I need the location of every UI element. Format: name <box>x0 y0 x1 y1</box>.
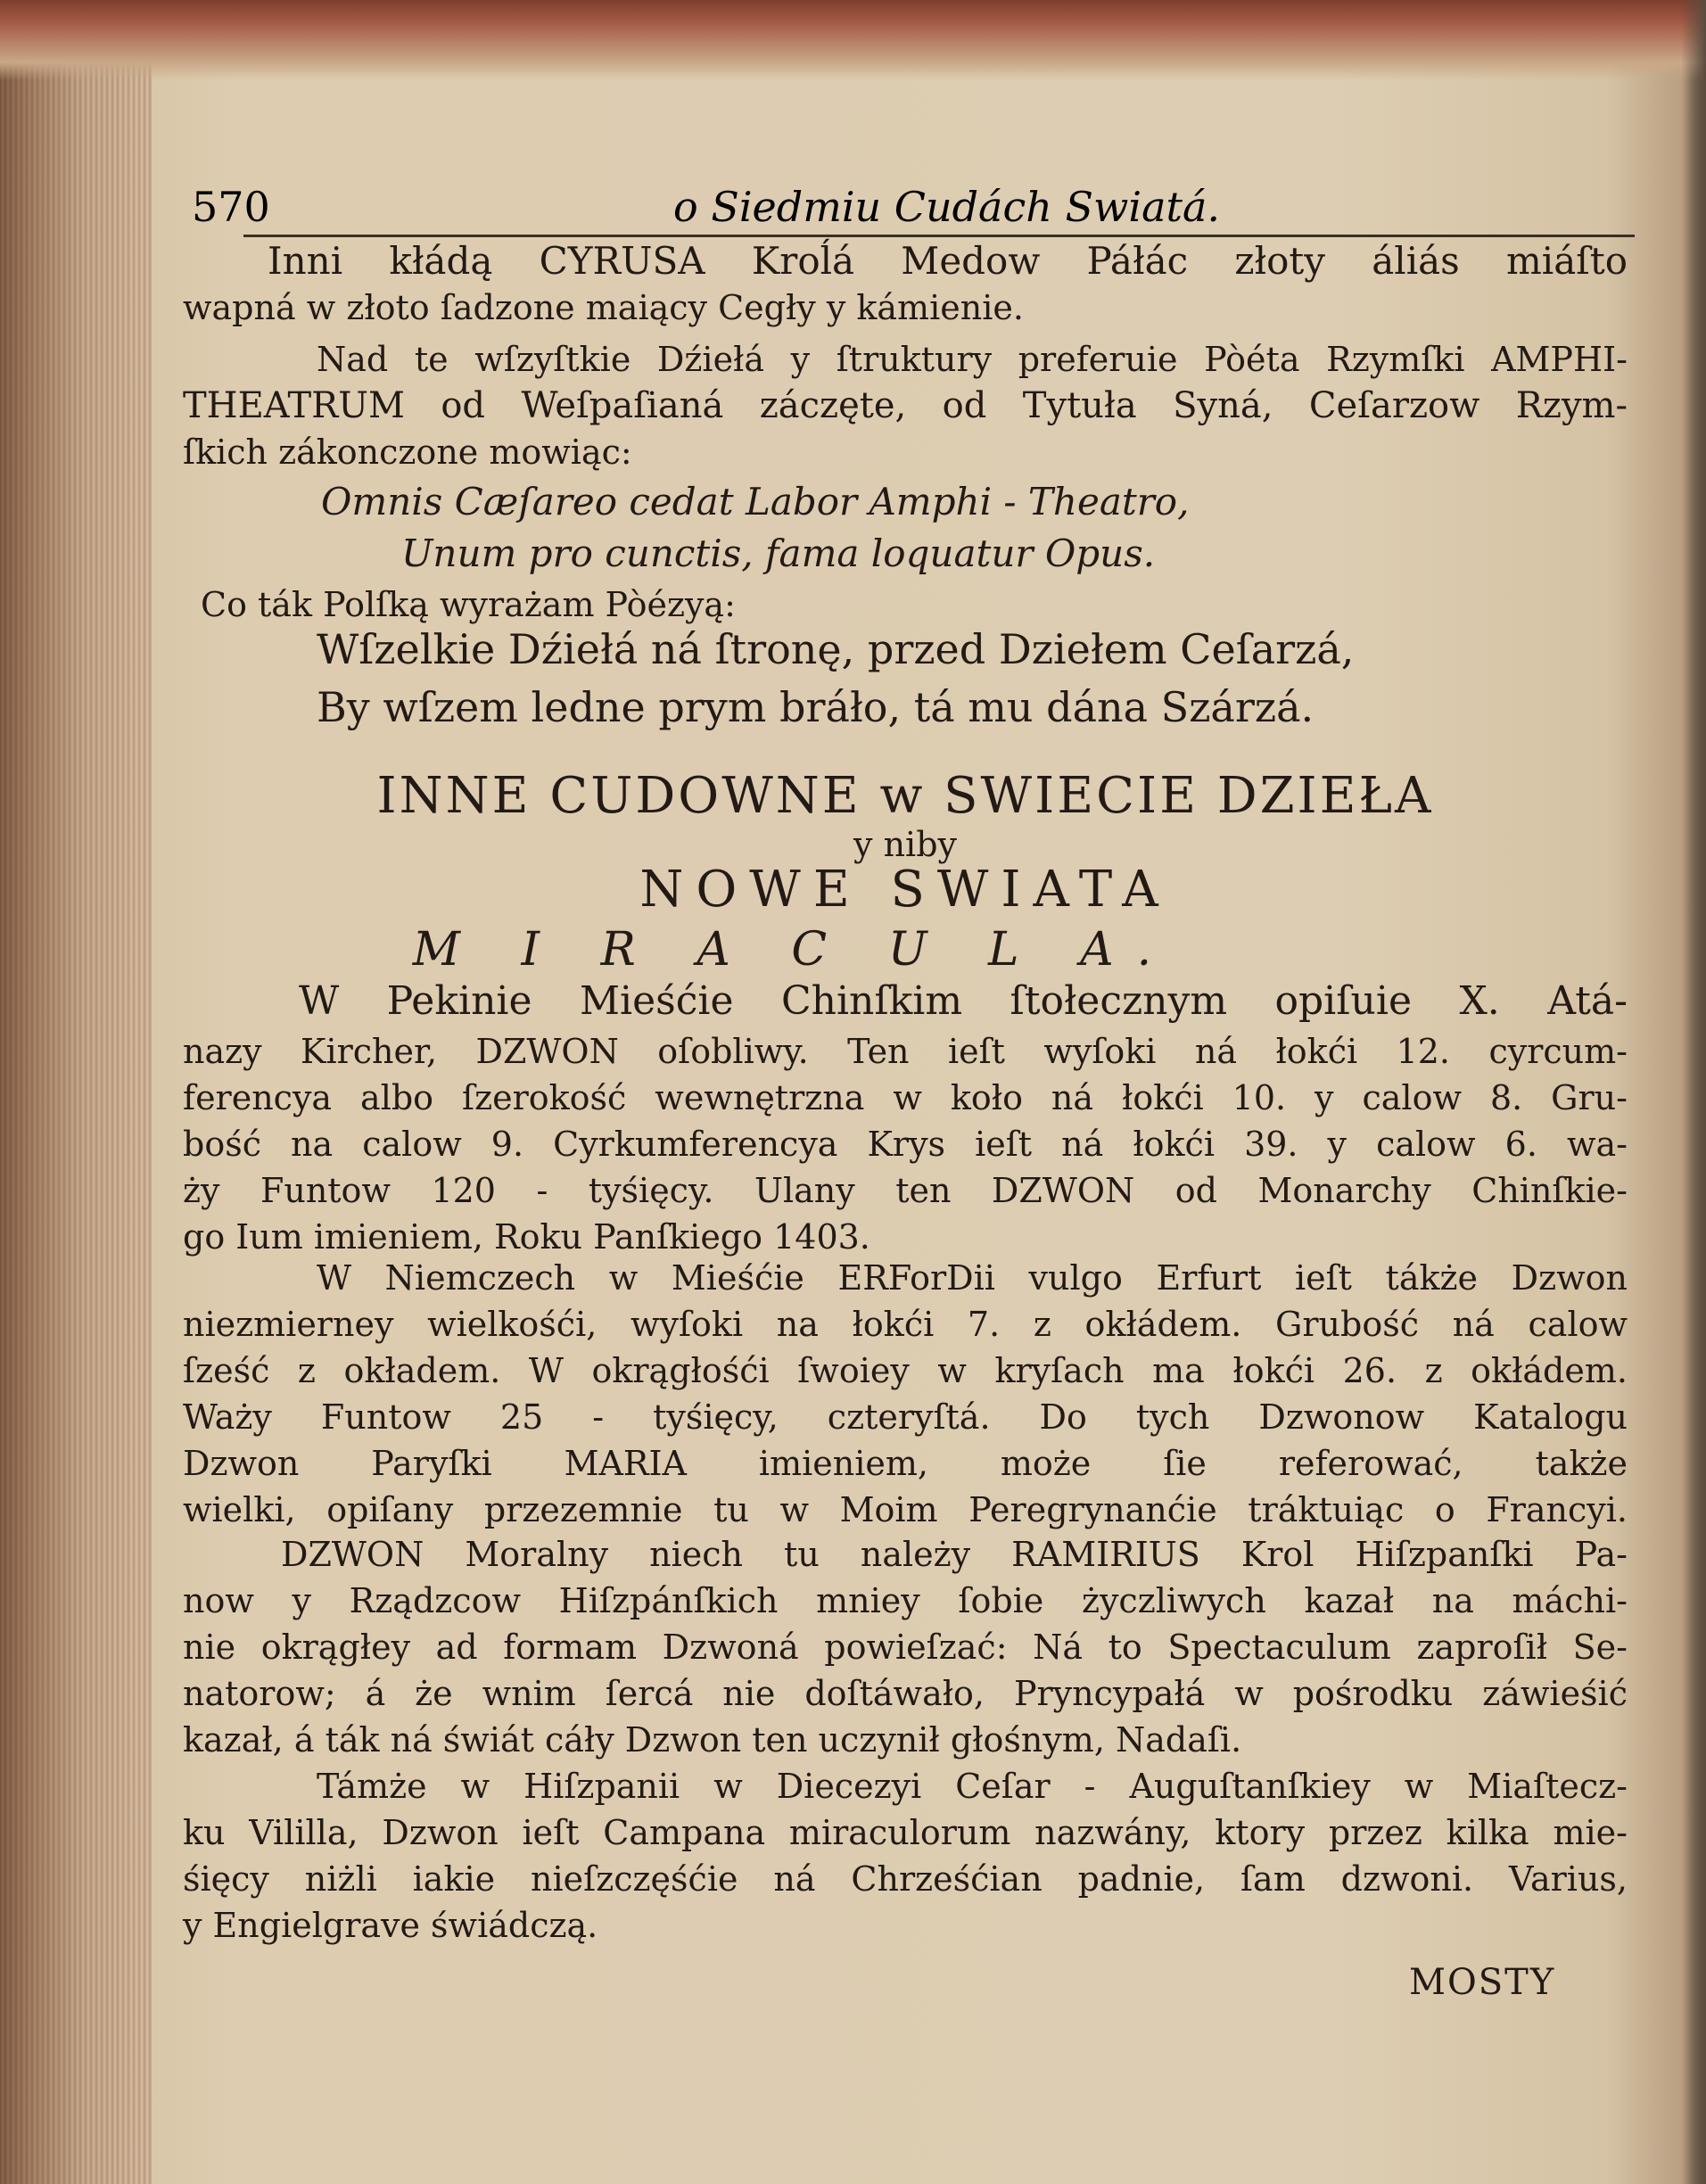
header-rule <box>243 235 1635 237</box>
text-line: ku Vililla, Dzwon ieſt Campana miraculorum nazwány, ktory przez kilka mie- <box>183 1813 1628 1852</box>
text-line: y Engielgrave świádczą. <box>183 1906 598 1945</box>
running-head: o Siedmiu Cudách Swiatá. <box>673 183 1221 231</box>
verse-line: Wſzelkie Dźiełá ná ſtronę, przed Dziełem Ceſarzá, <box>317 625 1355 673</box>
text-line: Co ták Polſką wyrażam Pòézyą: <box>201 585 736 624</box>
text-line: Inni kłádą CYRUSA Kroĺá Medow Páłác złoty áliás miáſto <box>268 239 1628 283</box>
text-line: ży Funtow 120 - tyśięcy. Ulany ten DZWON od Monarchy Chinſkie- <box>183 1171 1628 1210</box>
page-header <box>192 183 1636 236</box>
section-heading-line2: y niby <box>853 825 957 864</box>
text-line: kazał, á ták ná świát cáły Dzwon ten uczynił głośnym, Nadaſi. <box>183 1720 1242 1760</box>
text-line: W Pekinie Mieśćie Chinſkim ſtołecznym opiſuie X. Atá- <box>299 978 1628 1024</box>
verse-line: By wſzem ledne prym bráło, tá mu dána Szárzá. <box>317 683 1315 731</box>
text-line: niezmierney wielkośći, wyſoki na łokći 7. z okłádem. Grubość ná calow <box>183 1305 1628 1344</box>
section-heading-line4: M I R A C U L A. <box>412 923 1175 977</box>
text-line: THEATRUM od Weſpaſianá záczęte, od Tytuła Syná, Ceſarzow Rzym- <box>183 385 1628 426</box>
text-line: DZWON Moralny niech tu należy RAMIRIUS Krol Hiſzpanſki Pa- <box>281 1535 1628 1574</box>
text-line: natorow; á że wnim ſercá nie doſtáwało, Pryncypałá w pośrodku záwieśić <box>183 1674 1628 1713</box>
text-line: śięcy niżli iakie nieſzczęśćie ná Chrześćian padnie, ſam dzwoni. Varius, <box>183 1859 1628 1899</box>
page-number: 570 <box>192 183 270 231</box>
text-line: nazy Kircher, DZWON oſobliwy. Ten ieſt wyſoki ná łokći 12. cyrcum- <box>183 1032 1628 1071</box>
section-heading-line1: INNE CUDOWNE w SWIECIE DZIEŁA <box>376 767 1434 825</box>
top-page-edge <box>0 0 1706 80</box>
text-line: Waży Funtow 25 - tyśięcy, czteryſtá. Do tych Dzwonow Katalogu <box>183 1397 1628 1437</box>
text-line: Nad te wſzyſtkie Dźiełá y ſtruktury preferuie Pòéta Rzymſki AMPHI- <box>317 340 1628 379</box>
text-line: nie okrągłey ad formam Dzwoná powieſzać: Ná to Spectaculum zaproſił Se- <box>183 1628 1628 1667</box>
text-line: ferencya albo ſzerokość wewnętrzna w koło ná łokći 10. y calow 8. Gru- <box>183 1078 1628 1117</box>
verse-line: Omnis Cæſareo cedat Labor Amphi - Theatro, <box>321 480 1190 523</box>
catchword: MOSTY <box>1409 1962 1556 2003</box>
text-line: wapná w złoto ſadzone maiący Cegły y kámienie. <box>183 288 1024 327</box>
text-line: now y Rządzcow Hiſzpánſkich mniey ſobie życzliwych kazał na máchi- <box>183 1581 1628 1620</box>
text-line: go Ium imieniem, Roku Panſkiego 1403. <box>183 1217 870 1257</box>
text-line: ſześć z okładem. W okrągłośći ſwoiey w kryſach ma łokći 26. z okłádem. <box>183 1351 1628 1390</box>
text-line: ſkich zákonczone mowiąc: <box>183 433 632 472</box>
section-heading-line3: NOWE SWIATA <box>639 861 1171 919</box>
text-line: W Niemczech w Mieśćie ERForDii vulgo Erfurt ieſt tákże Dzwon <box>317 1258 1628 1298</box>
verse-line: Unum pro cunctis, fama loquatur Opus. <box>401 532 1156 575</box>
right-shadow <box>1681 0 1706 2184</box>
text-line: Dzwon Paryſki MARIA imieniem, może ſie referować, także <box>183 1444 1628 1483</box>
text-line: Támże w Hiſzpanii w Diecezyi Ceſar - Auguſtanſkiey w Miaſtecz- <box>317 1767 1628 1806</box>
page-edges <box>0 0 152 2184</box>
text-line: wielki, opiſany przezemnie tu w Moim Peregrynanćie tráktuiąc o Francyi. <box>183 1490 1628 1529</box>
text-line: bość na calow 9. Cyrkumferencya Krys ieſt ná łokći 39. y calow 6. wa- <box>183 1125 1628 1164</box>
